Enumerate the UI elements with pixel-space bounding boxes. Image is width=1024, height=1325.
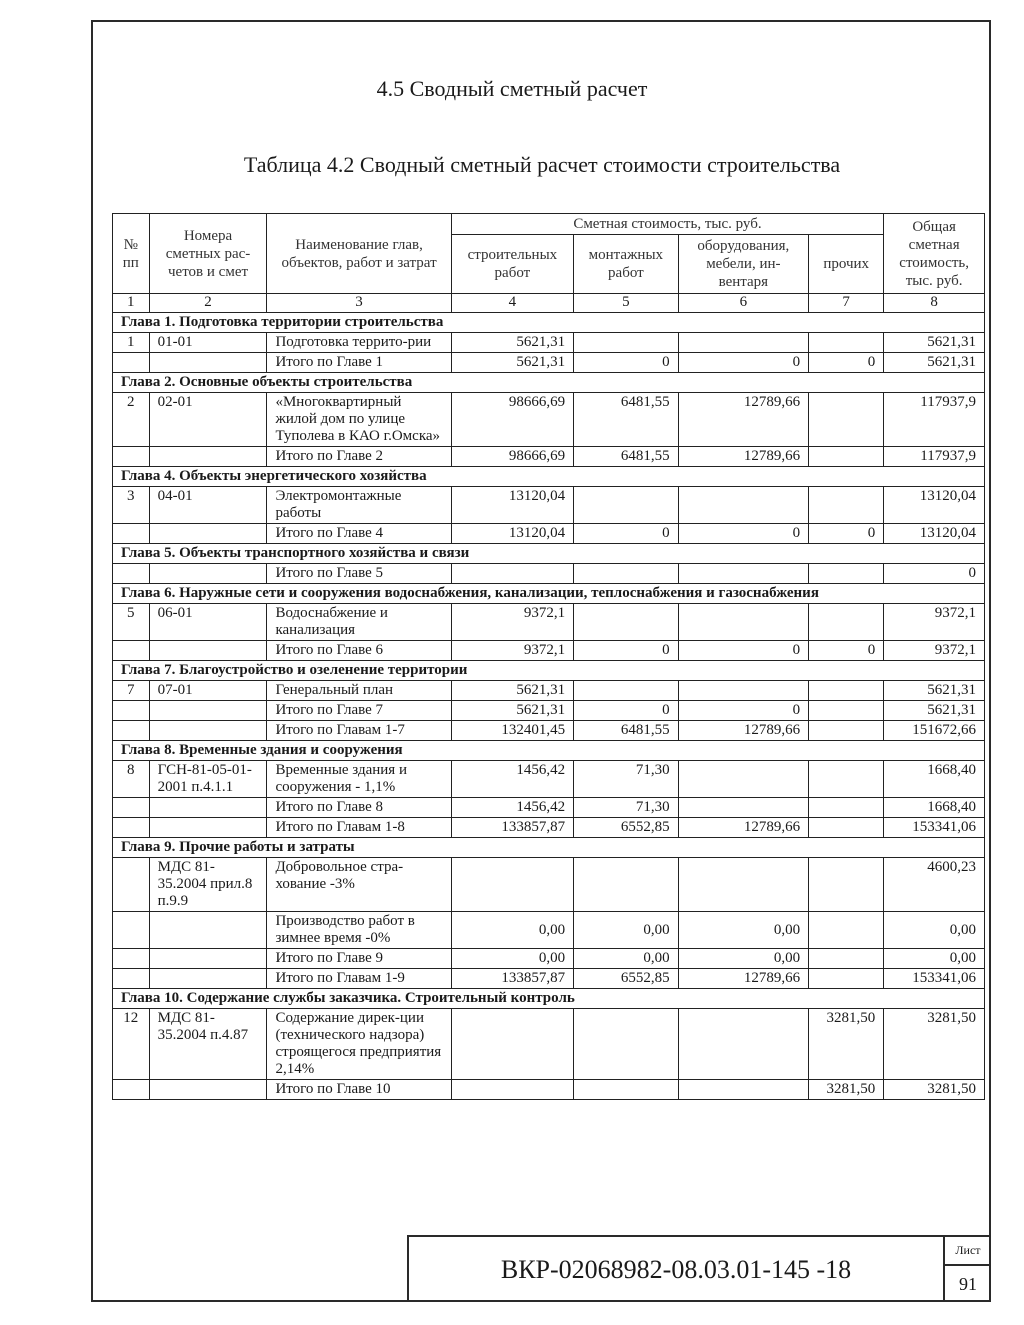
other-cost-cell — [809, 798, 884, 818]
construction-cost-cell: 1456,42 — [451, 761, 573, 798]
estimate-code-cell — [149, 969, 267, 989]
equipment-cost-cell: 0 — [678, 641, 808, 661]
estimate-code-cell — [149, 798, 267, 818]
column-number: 8 — [884, 294, 985, 313]
construction-cost-cell: 98666,69 — [451, 447, 573, 467]
item-name-cell: Подготовка террито-рии — [267, 333, 451, 353]
row-number-cell — [113, 969, 150, 989]
construction-cost-cell: 133857,87 — [451, 969, 573, 989]
equipment-cost-cell — [678, 604, 808, 641]
other-cost-cell: 0 — [809, 353, 884, 373]
total-cost-cell: 117937,9 — [884, 447, 985, 467]
installation-cost-cell — [574, 1009, 679, 1080]
equipment-cost-cell — [678, 858, 808, 912]
table-body — [113, 294, 985, 1100]
chapter-row — [113, 741, 985, 761]
construction-cost-cell: 133857,87 — [451, 818, 573, 838]
item-name-cell: Итого по Главам 1-7 — [267, 721, 451, 741]
header-other: прочих — [809, 235, 884, 294]
total-cost-cell: 13120,04 — [884, 487, 985, 524]
other-cost-cell: 3281,50 — [809, 1009, 884, 1080]
total-cost-cell: 5621,31 — [884, 681, 985, 701]
estimate-code-cell — [149, 701, 267, 721]
total-cost-cell: 153341,06 — [884, 969, 985, 989]
equipment-cost-cell — [678, 1080, 808, 1100]
installation-cost-cell: 6552,85 — [574, 818, 679, 838]
estimate-code-cell — [149, 524, 267, 544]
construction-cost-cell: 5621,31 — [451, 353, 573, 373]
table-row — [113, 818, 985, 838]
installation-cost-cell — [574, 1080, 679, 1100]
estimate-code-cell — [149, 641, 267, 661]
item-name-cell: Электромонтажные работы — [267, 487, 451, 524]
other-cost-cell — [809, 949, 884, 969]
column-numbers-row — [113, 294, 985, 313]
installation-cost-cell: 71,30 — [574, 761, 679, 798]
table-row — [113, 641, 985, 661]
chapter-row — [113, 838, 985, 858]
installation-cost-cell: 0 — [574, 524, 679, 544]
total-cost-cell: 5621,31 — [884, 701, 985, 721]
total-cost-cell: 153341,06 — [884, 818, 985, 838]
row-number-cell: 12 — [113, 1009, 150, 1080]
table-row — [113, 949, 985, 969]
installation-cost-cell — [574, 564, 679, 584]
equipment-cost-cell — [678, 564, 808, 584]
construction-cost-cell — [451, 858, 573, 912]
table-row — [113, 487, 985, 524]
header-equipment: оборудования, мебели, ин-вентаря — [678, 235, 808, 294]
equipment-cost-cell: 0,00 — [678, 949, 808, 969]
installation-cost-cell — [574, 487, 679, 524]
other-cost-cell — [809, 721, 884, 741]
equipment-cost-cell: 12789,66 — [678, 447, 808, 467]
header-cost-group: Сметная стоимость, тыс. руб. — [451, 214, 884, 235]
item-name-cell: Итого по Главе 6 — [267, 641, 451, 661]
row-number-cell: 5 — [113, 604, 150, 641]
equipment-cost-cell — [678, 681, 808, 701]
equipment-cost-cell — [678, 1009, 808, 1080]
table-row — [113, 333, 985, 353]
row-number-cell: 7 — [113, 681, 150, 701]
table-row — [113, 912, 985, 949]
estimate-code-cell: МДС 81-35.2004 п.4.87 — [149, 1009, 267, 1080]
estimate-code-cell — [149, 447, 267, 467]
estimate-code-cell — [149, 1080, 267, 1100]
total-cost-cell: 9372,1 — [884, 641, 985, 661]
chapter-title: Глава 7. Благоустройство и озеленение территории — [113, 661, 985, 681]
estimate-code-cell: МДС 81-35.2004 прил.8 п.9.9 — [149, 858, 267, 912]
installation-cost-cell: 71,30 — [574, 798, 679, 818]
construction-cost-cell: 9372,1 — [451, 604, 573, 641]
estimate-code-cell — [149, 564, 267, 584]
total-cost-cell: 0,00 — [884, 949, 985, 969]
item-name-cell: Итого по Главе 4 — [267, 524, 451, 544]
equipment-cost-cell — [678, 333, 808, 353]
estimate-code-cell: 01-01 — [149, 333, 267, 353]
table-title: Таблица 4.2 Сводный сметный расчет стоимости строительства — [243, 152, 841, 177]
installation-cost-cell: 6481,55 — [574, 447, 679, 467]
chapter-title: Глава 2. Основные объекты строительства — [113, 373, 985, 393]
table-row — [113, 1080, 985, 1100]
title-block-stamp — [407, 1235, 991, 1302]
equipment-cost-cell: 0 — [678, 701, 808, 721]
total-cost-cell: 13120,04 — [884, 524, 985, 544]
installation-cost-cell: 0 — [574, 701, 679, 721]
header-construction: строительных работ — [451, 235, 573, 294]
other-cost-cell — [809, 969, 884, 989]
chapter-row — [113, 544, 985, 564]
installation-cost-cell: 0,00 — [574, 949, 679, 969]
total-cost-cell: 1668,40 — [884, 761, 985, 798]
chapter-title: Глава 9. Прочие работы и затраты — [113, 838, 985, 858]
equipment-cost-cell: 12789,66 — [678, 969, 808, 989]
row-number-cell — [113, 701, 150, 721]
construction-cost-cell: 0,00 — [451, 949, 573, 969]
total-cost-cell: 1668,40 — [884, 798, 985, 818]
total-cost-cell: 151672,66 — [884, 721, 985, 741]
item-name-cell: Генеральный план — [267, 681, 451, 701]
chapter-row — [113, 467, 985, 487]
other-cost-cell: 3281,50 — [809, 1080, 884, 1100]
chapter-row — [113, 989, 985, 1009]
equipment-cost-cell — [678, 798, 808, 818]
estimate-code-cell — [149, 818, 267, 838]
row-number-cell — [113, 1080, 150, 1100]
row-number-cell: 1 — [113, 333, 150, 353]
table-row — [113, 969, 985, 989]
table-row — [113, 798, 985, 818]
other-cost-cell — [809, 761, 884, 798]
estimate-code-cell: 06-01 — [149, 604, 267, 641]
item-name-cell: Итого по Главе 10 — [267, 1080, 451, 1100]
table-row — [113, 393, 985, 447]
item-name-cell: Итого по Главе 5 — [267, 564, 451, 584]
construction-cost-cell — [451, 564, 573, 584]
column-number: 6 — [678, 294, 808, 313]
equipment-cost-cell: 0 — [678, 524, 808, 544]
item-name-cell: Итого по Главам 1-8 — [267, 818, 451, 838]
row-number-cell — [113, 912, 150, 949]
estimate-table — [112, 213, 985, 1100]
item-name-cell: Производство работ в зимнее время -0% — [267, 912, 451, 949]
table-row — [113, 681, 985, 701]
installation-cost-cell: 6552,85 — [574, 969, 679, 989]
chapter-title: Глава 4. Объекты энергетического хозяйства — [113, 467, 985, 487]
header-number: № пп — [113, 214, 150, 294]
header-installation: монтажных работ — [574, 235, 679, 294]
section-title: 4.5 Сводный сметный расчет — [376, 76, 648, 101]
item-name-cell: Итого по Главам 1-9 — [267, 969, 451, 989]
table-row — [113, 701, 985, 721]
row-number-cell — [113, 721, 150, 741]
estimate-code-cell — [149, 721, 267, 741]
document-code: ВКР-02068982-08.03.01-145 -18 — [500, 1254, 852, 1284]
item-name-cell: Итого по Главе 2 — [267, 447, 451, 467]
construction-cost-cell: 1456,42 — [451, 798, 573, 818]
estimate-code-cell: 07-01 — [149, 681, 267, 701]
table-row — [113, 1009, 985, 1080]
installation-cost-cell — [574, 858, 679, 912]
construction-cost-cell: 132401,45 — [451, 721, 573, 741]
total-cost-cell: 3281,50 — [884, 1080, 985, 1100]
item-name-cell: Итого по Главе 7 — [267, 701, 451, 721]
chapter-title: Глава 8. Временные здания и сооружения — [113, 741, 985, 761]
column-number: 3 — [267, 294, 451, 313]
table-row — [113, 604, 985, 641]
estimate-code-cell: 02-01 — [149, 393, 267, 447]
other-cost-cell — [809, 564, 884, 584]
other-cost-cell — [809, 604, 884, 641]
item-name-cell: Водоснабжение и канализация — [267, 604, 451, 641]
row-number-cell — [113, 564, 150, 584]
item-name-cell: Итого по Главе 8 — [267, 798, 451, 818]
table-row — [113, 447, 985, 467]
column-number: 2 — [149, 294, 267, 313]
construction-cost-cell — [451, 1080, 573, 1100]
row-number-cell — [113, 818, 150, 838]
column-number: 4 — [451, 294, 573, 313]
total-cost-cell: 3281,50 — [884, 1009, 985, 1080]
chapter-title: Глава 10. Содержание службы заказчика. Строительный контроль — [113, 989, 985, 1009]
installation-cost-cell: 0 — [574, 353, 679, 373]
row-number-cell — [113, 641, 150, 661]
column-number: 5 — [574, 294, 679, 313]
item-name-cell: Итого по Главе 1 — [267, 353, 451, 373]
total-cost-cell: 5621,31 — [884, 353, 985, 373]
item-name-cell: Содержание дирек-ции (технического надзора) строящегося предприятия 2,14% — [267, 1009, 451, 1080]
construction-cost-cell — [451, 1009, 573, 1080]
row-number-cell: 8 — [113, 761, 150, 798]
estimate-code-cell: 04-01 — [149, 487, 267, 524]
other-cost-cell — [809, 858, 884, 912]
construction-cost-cell: 13120,04 — [451, 487, 573, 524]
equipment-cost-cell: 12789,66 — [678, 721, 808, 741]
row-number-cell — [113, 798, 150, 818]
total-cost-cell: 9372,1 — [884, 604, 985, 641]
column-number: 7 — [809, 294, 884, 313]
sheet-label: Лист — [943, 1237, 991, 1266]
equipment-cost-cell: 0 — [678, 353, 808, 373]
row-number-cell — [113, 858, 150, 912]
other-cost-cell — [809, 681, 884, 701]
installation-cost-cell — [574, 333, 679, 353]
chapter-row — [113, 584, 985, 604]
item-name-cell: «Многоквартирный жилой дом по улице Туполева в КАО г.Омска» — [267, 393, 451, 447]
construction-cost-cell: 5621,31 — [451, 701, 573, 721]
row-number-cell — [113, 524, 150, 544]
other-cost-cell: 0 — [809, 524, 884, 544]
construction-cost-cell: 0,00 — [451, 912, 573, 949]
construction-cost-cell: 9372,1 — [451, 641, 573, 661]
total-cost-cell: 117937,9 — [884, 393, 985, 447]
other-cost-cell — [809, 333, 884, 353]
construction-cost-cell: 5621,31 — [451, 681, 573, 701]
equipment-cost-cell — [678, 487, 808, 524]
construction-cost-cell: 13120,04 — [451, 524, 573, 544]
item-name-cell: Временные здания и сооружения - 1,1% — [267, 761, 451, 798]
construction-cost-cell: 5621,31 — [451, 333, 573, 353]
installation-cost-cell — [574, 681, 679, 701]
header-estimate-codes: Номера сметных рас-четов и смет — [149, 214, 267, 294]
total-cost-cell: 5621,31 — [884, 333, 985, 353]
table-row — [113, 353, 985, 373]
chapter-row — [113, 661, 985, 681]
installation-cost-cell: 0 — [574, 641, 679, 661]
table-row — [113, 721, 985, 741]
other-cost-cell — [809, 912, 884, 949]
item-name-cell: Итого по Главе 9 — [267, 949, 451, 969]
estimate-code-cell — [149, 949, 267, 969]
header-total-cost: Общая сметная стоимость, тыс. руб. — [884, 214, 985, 294]
item-name-cell: Добровольное стра-хование -3% — [267, 858, 451, 912]
total-cost-cell: 0 — [884, 564, 985, 584]
column-number: 1 — [113, 294, 150, 313]
other-cost-cell — [809, 393, 884, 447]
row-number-cell — [113, 949, 150, 969]
row-number-cell — [113, 447, 150, 467]
estimate-code-cell — [149, 353, 267, 373]
installation-cost-cell: 6481,55 — [574, 393, 679, 447]
chapter-title: Глава 1. Подготовка территории строительства — [113, 313, 985, 333]
total-cost-cell: 0,00 — [884, 912, 985, 949]
header-name: Наименование глав, объектов, работ и затрат — [267, 214, 451, 294]
chapter-title: Глава 6. Наружные сети и сооружения водоснабжения, канализации, теплоснабжения и газоснабжения — [113, 584, 985, 604]
table-row — [113, 564, 985, 584]
table-row — [113, 858, 985, 912]
installation-cost-cell: 6481,55 — [574, 721, 679, 741]
equipment-cost-cell — [678, 761, 808, 798]
other-cost-cell: 0 — [809, 641, 884, 661]
estimate-code-cell — [149, 912, 267, 949]
total-cost-cell: 4600,23 — [884, 858, 985, 912]
row-number-cell — [113, 353, 150, 373]
row-number-cell: 3 — [113, 487, 150, 524]
table-row — [113, 761, 985, 798]
estimate-code-cell: ГСН-81-05-01-2001 п.4.1.1 — [149, 761, 267, 798]
construction-cost-cell: 98666,69 — [451, 393, 573, 447]
other-cost-cell — [809, 701, 884, 721]
chapter-row — [113, 373, 985, 393]
other-cost-cell — [809, 818, 884, 838]
sheet-number: 91 — [943, 1266, 991, 1302]
equipment-cost-cell: 0,00 — [678, 912, 808, 949]
chapter-title: Глава 5. Объекты транспортного хозяйства и связи — [113, 544, 985, 564]
installation-cost-cell: 0,00 — [574, 912, 679, 949]
row-number-cell: 2 — [113, 393, 150, 447]
other-cost-cell — [809, 487, 884, 524]
other-cost-cell — [809, 447, 884, 467]
table-row — [113, 524, 985, 544]
installation-cost-cell — [574, 604, 679, 641]
equipment-cost-cell: 12789,66 — [678, 818, 808, 838]
chapter-row — [113, 313, 985, 333]
equipment-cost-cell: 12789,66 — [678, 393, 808, 447]
